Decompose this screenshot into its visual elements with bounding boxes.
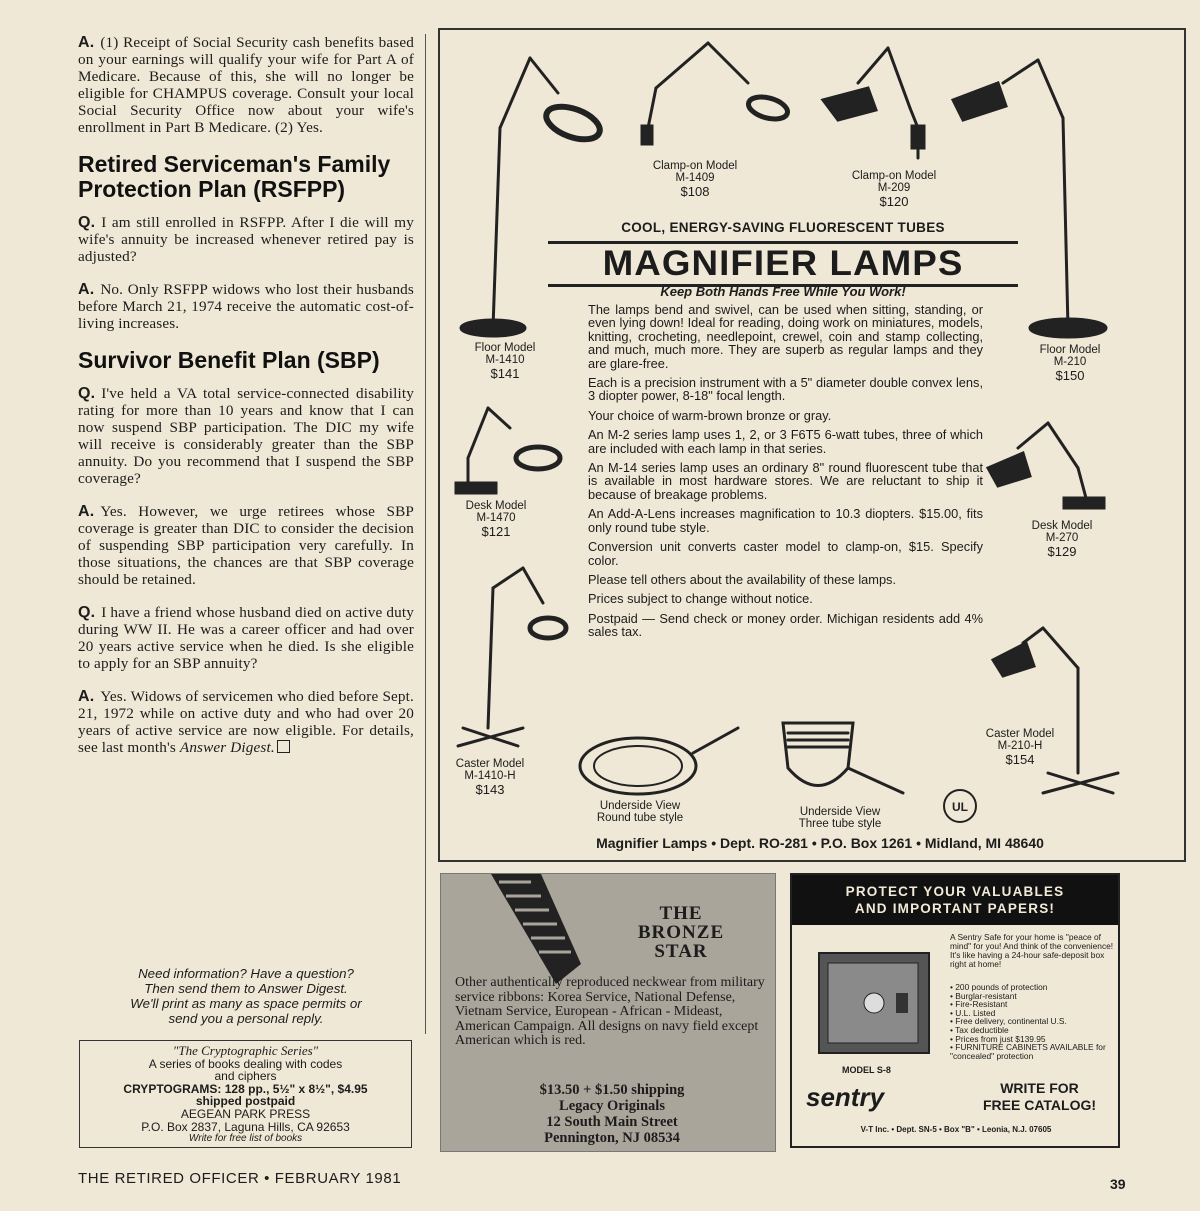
bronze-price: $13.50 + $1.50 shipping [539, 1082, 685, 1098]
crypto-price-line: CRYPTOGRAMS: 128 pp., 5½" x 8½", $4.95 [123, 1081, 368, 1096]
crypto-title: "The Cryptographic Series" [172, 1043, 319, 1058]
sentry-feature: • Burglar-resistant [950, 990, 1017, 1001]
question-text: I am still enrolled in RSFPP. After I die will my wife's annuity be increased whenever retired pay is adjusted? [78, 214, 414, 265]
caption-m1410h: Caster Model M-1410-H $143 [455, 758, 525, 797]
order-address: Magnifier Lamps • Dept. RO-281 • P.O. Box 1261 • Midland, MI 48640 [596, 835, 1044, 851]
sentry-logo: sentry [806, 1082, 885, 1112]
answer-text: Yes. Widows of servicemen who died before Sept. 21, 1972 while on active duty and who had over 20 years of active service are now eligible. For details, see last month's [78, 688, 414, 756]
answer-paragraph [78, 503, 414, 588]
answer-lead: A. [78, 688, 95, 705]
ad-subheading: COOL, ENERGY-SAVING FLUORESCENT TUBES [621, 220, 945, 235]
sentry-feature: • Tax deductible [950, 1024, 1009, 1035]
sentry-feature: • U.L. Listed [950, 1007, 996, 1018]
ad-paragraph: Postpaid — Send check or money order. Michigan residents add 4% sales tax. [588, 610, 983, 640]
desk-lamp-m1470-icon [456, 408, 560, 493]
section-heading-rsfpp: Retired Serviceman's Family Protection Plan (RSFPP) [78, 151, 391, 202]
bronze-title: THE BRONZE STAR [637, 903, 725, 962]
bronze-street: 12 South Main Street [546, 1114, 678, 1130]
sentry-safe-ad [790, 873, 1120, 1148]
page-number: 39 [1110, 1176, 1126, 1192]
caption-m270: Desk Model M-270 $129 [1031, 520, 1093, 559]
end-mark-icon [277, 740, 290, 753]
sentry-cta: WRITE FOR FREE CATALOG! [982, 1080, 1097, 1113]
ad-body [588, 303, 983, 645]
question-paragraph [78, 385, 414, 487]
answer-paragraph [78, 34, 414, 136]
underside-three-tube-icon [783, 723, 903, 793]
crypto-subtitle: and ciphers [214, 1069, 277, 1084]
answer-lead: A. [78, 503, 95, 520]
necktie-icon [471, 874, 591, 984]
answer-paragraph [78, 281, 414, 332]
clamp-lamp-m209-icon [823, 48, 924, 158]
question-lead: Q. [78, 385, 96, 402]
sentry-feature: • 200 pounds of protection [950, 982, 1048, 992]
sentry-feature: • FURNITURE CABINETS AVAILABLE for "concealed" protection [950, 1042, 1106, 1061]
sentry-features [950, 983, 1115, 1060]
bronze-star-ad [440, 873, 776, 1152]
ad-paragraph: Conversion unit converts caster model to clamp-on, $15. Specify color. [588, 539, 983, 568]
answer-text: Yes. However, we urge retirees whose SBP coverage is greater than DIC to consider the decision of suspending SBP participation very carefully. In those situations, the chances are that SBP coverage should be retained. [78, 503, 414, 588]
question-text: I've held a VA total service-connected disability rating for more than 10 years and know that I can now suspend SBP participation. The DIC my wife will receive is considerably greater than the SBP annuity. Do you recommend that I suspend the SBP coverage? [78, 385, 414, 487]
ad-paragraph: An Add-A-Lens increases magnification to 10.3 diopters. $15.00, fits only round tube style. [588, 506, 983, 535]
caption-m210: Floor Model M-210 $150 [1039, 344, 1101, 383]
column-divider [425, 34, 426, 1034]
ad-paragraph: Prices subject to change without notice. [588, 591, 813, 607]
caster-lamp-m210h-icon [993, 628, 1118, 793]
crypto-note: Write for free list of books [188, 1133, 303, 1145]
crypto-address: P.O. Box 2837, Laguna Hills, CA 92653 [141, 1119, 350, 1134]
ad-paragraph: An M-2 series lamp uses 1, 2, or 3 F6T5 6-watt tubes, three of which are included with each lamp in that series. [588, 427, 983, 456]
underside-round-caption: Underside View Round tube style [596, 800, 684, 824]
answer-paragraph [78, 688, 414, 756]
desk-lamp-m270-icon [988, 423, 1104, 508]
ad-paragraph: Your choice of warm-brown bronze or gray. [588, 407, 832, 423]
question-text: I have a friend whose husband died on active duty during WW II. He was a career officer and had over 20 years active service when he died. Is she eligible to apply for an SBP annuity? [78, 604, 414, 672]
bronze-company: Legacy Originals [559, 1098, 665, 1114]
caption-m209: Clamp-on Model M-209 $120 [851, 170, 937, 209]
sentry-feature: • Free delivery, continental U.S. [950, 1016, 1067, 1027]
note-line: Then send them to Answer Digest. [144, 981, 348, 996]
sentry-header: PROTECT YOUR VALUABLES AND IMPORTANT PAPERS! [792, 875, 1118, 925]
question-paragraph [78, 604, 414, 672]
answer-lead: A. [78, 281, 95, 298]
left-column [78, 34, 414, 772]
question-paragraph [78, 214, 414, 265]
cryptographic-series-ad [79, 1040, 412, 1148]
ad-paragraph: Each is a precision instrument with a 5" diameter double convex lens, 3 diopter power, 8-18" focal length. [588, 375, 983, 404]
note-line: We'll print as many as space permits or [130, 996, 362, 1011]
safe-icon [814, 943, 944, 1063]
crypto-shipping-line: shipped postpaid [195, 1094, 296, 1109]
answer-text: No. Only RSFPP widows who lost their husbands before March 21, 1974 receive the automatic cost-of-living increases. [78, 281, 414, 332]
ad-paragraph: An M-14 series lamp uses an ordinary 8" round fluorescent tube that is available in most hardware stores. We are reluctant to ship it because of breakage problems. [588, 460, 983, 502]
sentry-model: MODEL S-8 [842, 1065, 891, 1075]
need-information-note [78, 966, 414, 1026]
caption-m1409: Clamp-on Model M-1409 $108 [652, 160, 738, 199]
caption-m1410: Floor Model M-1410 $141 [474, 342, 536, 381]
crypto-subtitle: A series of books dealing with codes [148, 1056, 343, 1071]
ad-paragraph: Please tell others about the availability of these lamps. [588, 571, 897, 587]
ad-paragraph: The lamps bend and swivel, can be used when sitting, standing, or even lying down! Ideal for reading, doing work on miniatures, models, knitting, crocheting, needlepoint, crewel, coin and stamp collecting, and much, much more. They are superb as regular lamps and they are glare-free. [588, 302, 983, 371]
answer-text: (1) Receipt of Social Security cash benefits based on your earnings will qualify your wife for Part A of Medicare. Because of this, she will no longer be eligible for CHAMPUS coverage. Consult your local Social Security Office now about your wife's enrollment in Part B Medicare. (2) Yes. [78, 34, 414, 136]
underside-round-tube-icon [580, 728, 738, 794]
sentry-feature: • Fire-Resistant [950, 999, 1008, 1010]
question-lead: Q. [78, 214, 96, 231]
ad-title: MAGNIFIER LAMPS [602, 244, 964, 283]
caster-lamp-m1410h-icon [458, 568, 566, 746]
sentry-feature: • Prices from just $139.95 [950, 1033, 1046, 1044]
underside-three-caption: Underside View Three tube style [798, 806, 882, 830]
question-lead: Q. [78, 604, 96, 621]
answer-lead: A. [78, 34, 95, 51]
ul-mark: UL [952, 800, 968, 814]
ad-tagline: Keep Both Hands Free While You Work! [660, 284, 906, 299]
crypto-publisher: AEGEAN PARK PRESS [180, 1106, 311, 1121]
clamp-lamp-m1409-icon [642, 43, 790, 144]
caption-m210h: Caster Model M-210-H $154 [985, 728, 1055, 767]
page-footer: THE RETIRED OFFICER • FEBRUARY 1981 [78, 1170, 402, 1187]
bronze-order-info [455, 1082, 769, 1146]
answer-digest-ref: Answer Digest. [179, 739, 275, 756]
caption-m1470: Desk Model M-1470 $121 [465, 500, 527, 539]
bronze-body: Other authentically reproduced neckwear from military service ribbons: Korea Service, National Defense, Vietnam Service, European - African - Mideast, American Campaign. All designs on navy field except American which is red. [455, 975, 765, 1049]
sentry-address: V-T Inc. • Dept. SN-5 • Box "B" • Leonia, N.J. 07605 [860, 1125, 1052, 1134]
bronze-city: Pennington, NJ 08534 [544, 1130, 680, 1146]
sentry-intro: A Sentry Safe for your home is "peace of mind" for you! And think of the convenience! It's like having a 24-hour safe-deposit box right at home! [950, 932, 1114, 969]
note-line: Need information? Have a question? [138, 966, 354, 981]
note-line: send you a personal reply. [168, 1011, 324, 1026]
section-heading-sbp: Survivor Benefit Plan (SBP) [78, 347, 380, 373]
